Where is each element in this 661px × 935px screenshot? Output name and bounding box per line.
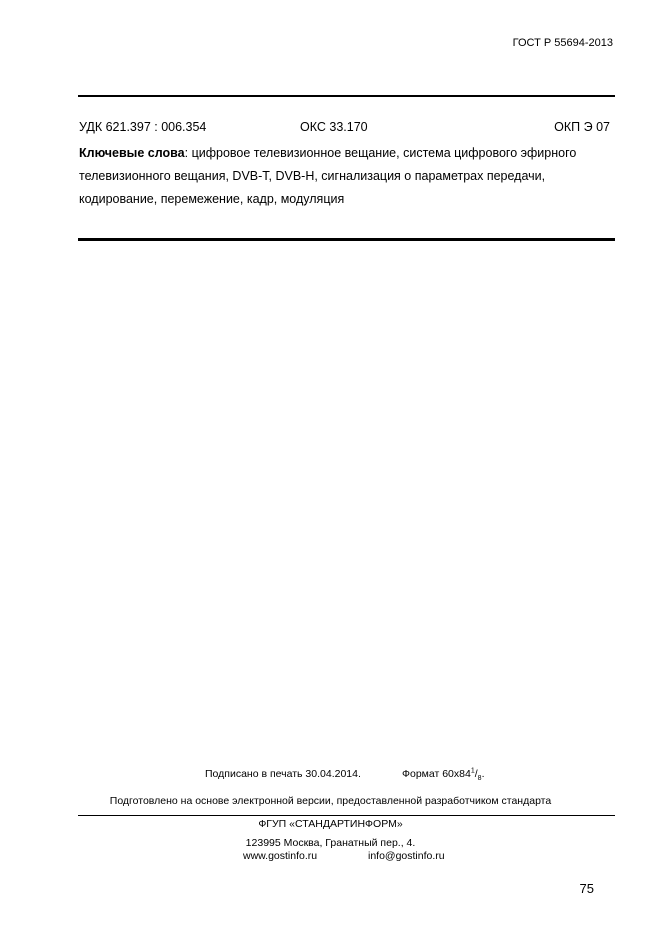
format-numerator: 1 <box>470 767 475 775</box>
page-number: 75 <box>579 881 594 896</box>
format-denominator: 8 <box>477 775 482 783</box>
format-slash: / <box>474 768 478 780</box>
keywords-text: цифровое телевизионное вещание, система цифрового эфирного телевизионного вещания, DVB-T, DVB-H, сигнализация о параметрах передачи, кодирование, перемежение, кадр, модуляция <box>79 146 577 206</box>
udk-code: УДК 621.397 : 006.354 <box>79 120 207 134</box>
signed-date: Подписано в печать 30.04.2014. <box>205 768 361 780</box>
top-divider <box>78 95 615 97</box>
document-code: ГОСТ Р 55694-2013 <box>512 37 613 49</box>
website-link[interactable]: www.gostinfo.ru <box>243 850 318 862</box>
keywords-divider <box>78 238 615 241</box>
imprint-divider <box>78 815 615 816</box>
prepared-note: Подготовлено на основе электронной версии, предоставленной разработчиком стандарта <box>109 795 552 807</box>
keywords-paragraph <box>79 142 619 211</box>
oks-code: ОКС 33.170 <box>300 120 368 134</box>
paper-format <box>402 767 485 783</box>
format-suffix: . <box>481 768 485 780</box>
keywords-separator: : <box>184 146 189 160</box>
publisher-address: 123995 Москва, Гранатный пер., 4. <box>245 837 416 849</box>
publisher-name: ФГУП «СТАНДАРТИНФОРМ» <box>258 818 403 830</box>
email-link[interactable]: info@gostinfo.ru <box>368 850 445 862</box>
keywords-label: Ключевые слова <box>79 146 185 160</box>
okp-code: ОКП Э 07 <box>554 120 610 134</box>
format-prefix: Формат 60x84 <box>402 768 471 780</box>
